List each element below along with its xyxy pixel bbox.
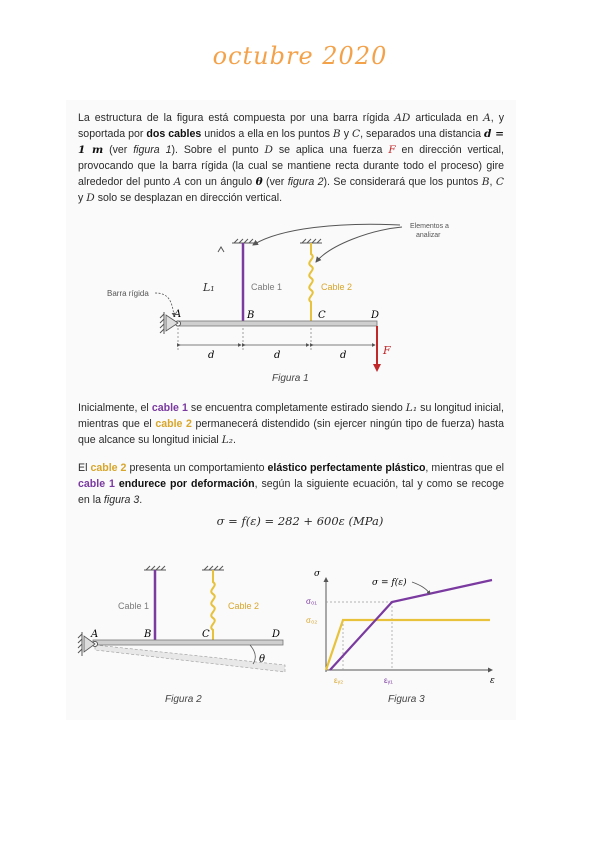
elementos-label-1: Elementos a xyxy=(410,223,449,230)
cable-1-label: Cable 1 xyxy=(251,282,283,292)
L1-label: L₁ xyxy=(203,281,215,294)
svg-text:σ: σ xyxy=(314,569,321,579)
fig3-s01: σ₀₁ xyxy=(306,597,317,606)
fig2-theta: θ xyxy=(259,654,266,665)
fig2-cable-1-label: Cable 1 xyxy=(118,601,150,611)
figure-3 xyxy=(306,569,495,686)
ceiling-hatch-2 xyxy=(300,239,322,243)
figure-1-caption: Figura 1 xyxy=(272,373,309,384)
fig3-ey1: εᵧ₁ xyxy=(384,676,393,685)
figure-1 xyxy=(107,223,449,372)
force-F-label: F xyxy=(383,344,391,357)
fig3-curve-label: σ = f(ε) xyxy=(372,578,407,588)
figure-3-caption: Figura 3 xyxy=(388,694,425,705)
fig3-s02: σ₀₂ xyxy=(306,616,318,625)
elementos-label-2: analizar xyxy=(416,232,441,239)
figure-2-caption: Figura 2 xyxy=(165,694,202,705)
stress-formula: σ = f(ε) = 282 + 600ε (MPa) xyxy=(216,514,384,528)
svg-text:d: d xyxy=(274,350,281,361)
svg-text:D: D xyxy=(272,629,281,640)
point-D: D xyxy=(371,310,380,321)
svg-text:C: C xyxy=(202,629,210,640)
rigid-bar xyxy=(177,321,377,326)
point-B: B xyxy=(247,310,255,321)
svg-text:ε: ε xyxy=(490,676,495,686)
svg-text:d: d xyxy=(208,350,215,361)
fig2-bar-original xyxy=(93,640,283,645)
point-A: A xyxy=(174,309,182,320)
fig2-cable-2-label: Cable 2 xyxy=(228,601,260,611)
svg-text:d: d xyxy=(340,350,347,361)
fig2-bar-rotated xyxy=(95,645,285,672)
cable-2-label: Cable 2 xyxy=(321,282,353,292)
paragraph-3: El cable 2 presenta un comportamiento elástico perfectamente plástico, mientras que el cable 1 endurece por deformación, según la siguiente ecuación, tal y como se recoge en la figura 3. xyxy=(78,462,504,506)
fig2-cable-2 xyxy=(211,570,214,642)
cable-2-spring xyxy=(309,243,312,323)
ceiling-hatch-1 xyxy=(232,239,254,243)
barra-rigida-label: Barra rígida xyxy=(107,289,149,298)
page-title: octubre 2020 xyxy=(212,42,388,70)
fig3-ey2: εᵧ₂ xyxy=(334,676,344,685)
paragraph-2: Inicialmente, el cable 1 se encuentra completamente estirado siendo L₁ su longitud inicial, mientras que el cable 2 permanecerá distendido (sin ejercer ningún tipo de fuerza) hasta que alcance su longitud inicial L₂. xyxy=(78,402,504,446)
figure-2 xyxy=(78,566,285,672)
fig3-cable-1-curve xyxy=(330,580,492,670)
fig3-cable-2-curve xyxy=(326,620,490,670)
svg-text:A: A xyxy=(91,629,99,640)
svg-text:B: B xyxy=(144,629,152,640)
paragraph-1: La estructura de la figura está compuesta por una barra rígida AD articulada en A, y soportada por dos cables unidos a ella en los puntos B y C, separados una distancia d = 1 m (ver figura 1). Sobre el punto D se aplica una fuerza F en dirección vertical, provocando que la barra rígida (la cual se mantiene recta durante todo el proceso) gire alrededor del punto A con un ángulo θ (ver figura 2). Se considerará que los puntos B, C y D solo se desplazan en dirección vertical. xyxy=(78,112,505,204)
point-C: C xyxy=(318,310,326,321)
